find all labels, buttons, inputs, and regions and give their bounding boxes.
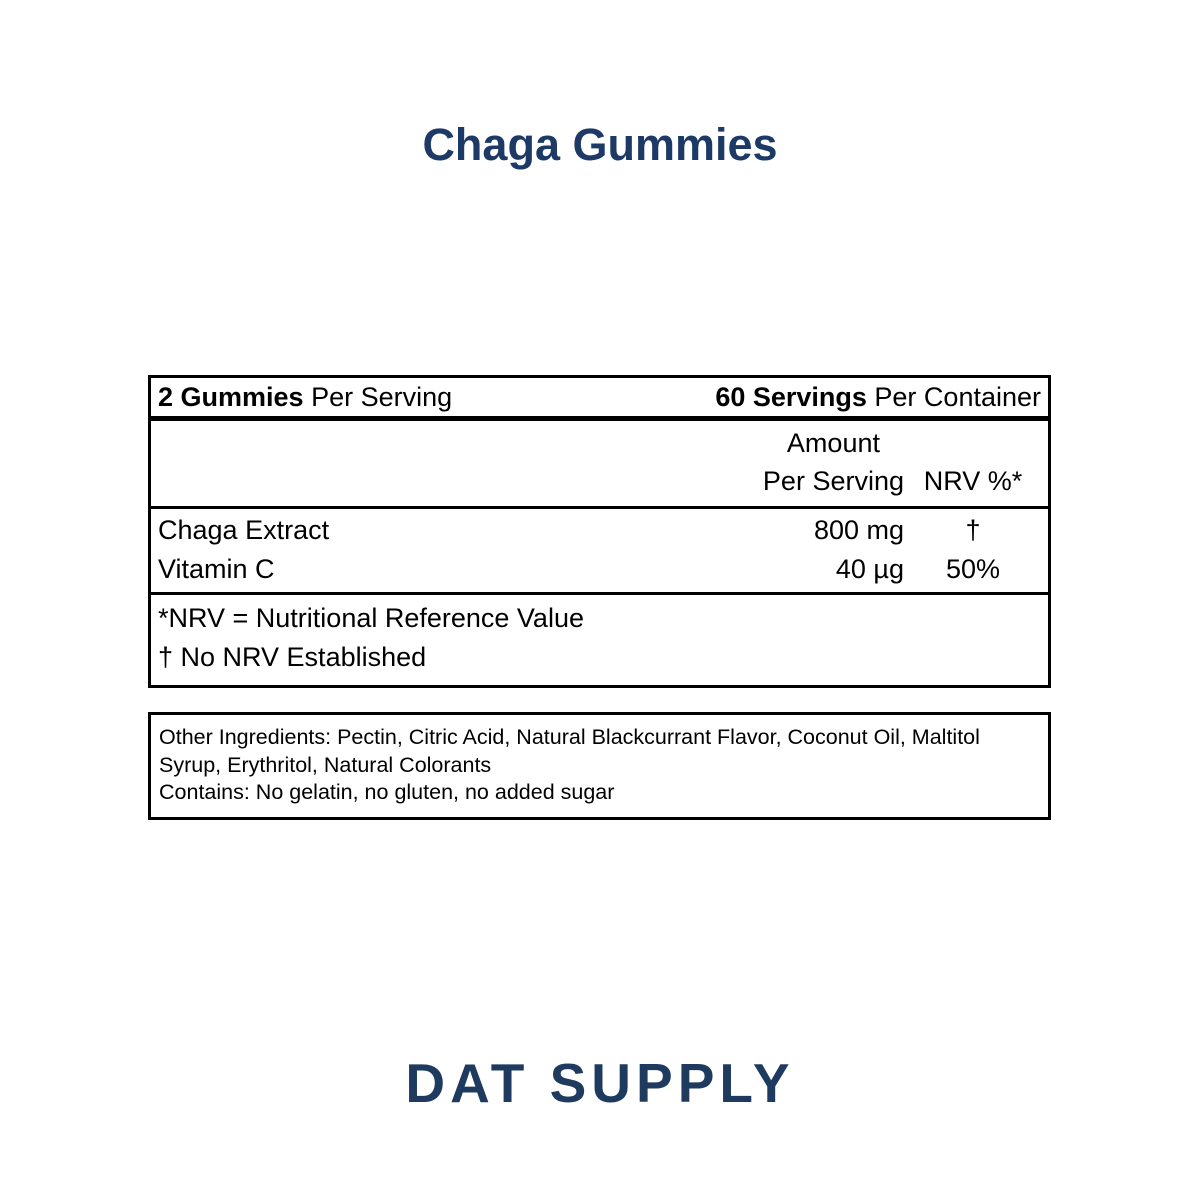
- serving-size-label: Per Serving: [303, 382, 453, 412]
- nrv-definition-footnote: *NRV = Nutritional Reference Value: [158, 603, 584, 633]
- no-nrv-footnote: † No NRV Established: [158, 642, 427, 672]
- supplement-facts-table: [148, 375, 1051, 688]
- nrv-percent-header: NRV %*: [923, 466, 1023, 496]
- nutrient-rows: [151, 509, 1048, 595]
- nutrient-amount: 40 µg: [835, 554, 904, 584]
- table-row: [158, 511, 1042, 550]
- table-row: [158, 550, 1042, 589]
- contains-text: Contains: No gelatin, no gluten, no added sugar: [159, 780, 615, 804]
- table-footnotes: [151, 595, 1048, 685]
- serving-info-row: [151, 378, 1048, 421]
- serving-size-value: 2 Gummies: [158, 382, 304, 412]
- nutrient-name: Vitamin C: [158, 554, 275, 584]
- amount-header-line2: Per Serving: [762, 466, 904, 496]
- servings-count-label: Per Container: [866, 382, 1041, 412]
- column-header-row: [151, 421, 1048, 509]
- amount-per-serving-header: [763, 424, 904, 500]
- servings-per-container-text: [715, 382, 1041, 412]
- product-title: Chaga Gummies: [422, 119, 778, 170]
- servings-count-value: 60 Servings: [715, 382, 867, 412]
- column-header-spacer: [158, 424, 763, 500]
- nutrient-name: Chaga Extract: [158, 515, 330, 545]
- amount-header-line1: Amount: [786, 428, 880, 458]
- serving-size-text: [158, 382, 452, 412]
- nutrient-amount: 800 mg: [813, 515, 904, 545]
- nutrient-nrv: 50%: [945, 554, 1001, 584]
- brand-wordmark: DAT SUPPLY: [405, 1052, 795, 1114]
- nutrient-nrv: †: [965, 515, 981, 545]
- other-ingredients-box: [148, 712, 1051, 820]
- other-ingredients-text: Other Ingredients: Pectin, Citric Acid, Natural Blackcurrant Flavor, Coconut Oil, Maltitol Syrup, Erythritol, Natural Colorants: [159, 725, 980, 777]
